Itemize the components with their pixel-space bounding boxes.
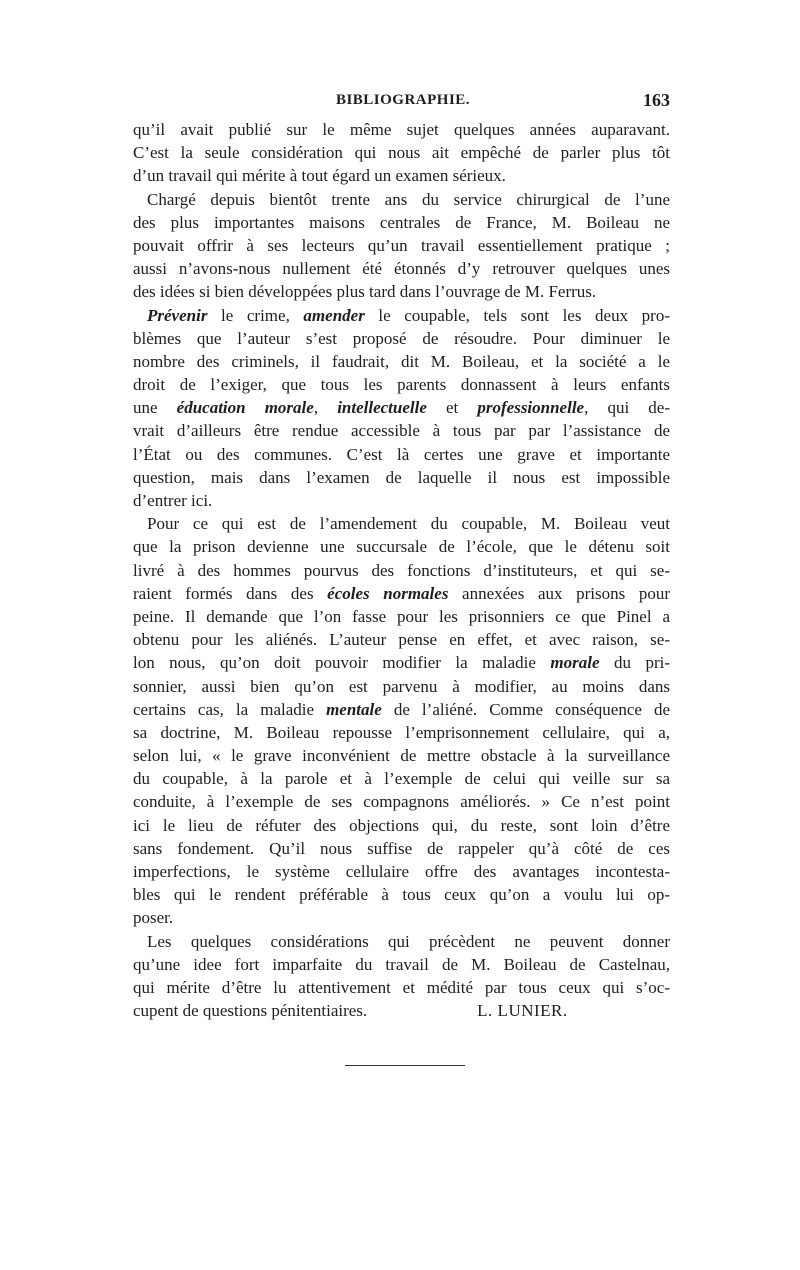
text-line xyxy=(133,327,670,350)
italic-emphasis: amender xyxy=(303,305,365,325)
text-line xyxy=(133,767,670,790)
text-run: peine. Il demande que l’on fasse pour les prisonniers ce que Pinel a xyxy=(133,606,670,626)
text-run: obtenu pour les aliénés. L’auteur pense en effet, et avec raison, se- xyxy=(133,630,670,650)
text-line xyxy=(133,721,670,744)
text-line xyxy=(133,211,670,234)
text-run: certains cas, la maladie xyxy=(133,699,327,719)
text-run: d’entrer ici. xyxy=(133,491,213,510)
section-divider xyxy=(345,1065,465,1066)
text-run: poser. xyxy=(133,908,174,928)
text-line xyxy=(133,582,670,605)
text-line xyxy=(133,744,670,767)
text-run: imperfections, le système cellulaire offre des avantages incontesta- xyxy=(133,862,670,881)
text-line xyxy=(133,466,670,489)
text-line xyxy=(133,814,670,837)
italic-emphasis: professionnelle xyxy=(477,398,585,418)
text-line xyxy=(133,234,670,257)
italic-emphasis: écoles normales xyxy=(327,583,449,603)
text-run: C’est la seule considération qui nous ait empêché de parler plus tôt xyxy=(133,143,670,163)
text-line xyxy=(133,698,670,721)
text-run: blèmes que l’auteur s’est proposé de résoudre. Pour diminuer le xyxy=(133,328,670,348)
text-run: sonnier, aussi bien qu’on est parvenu à modifier, au moins dans xyxy=(133,676,670,696)
text-run: une xyxy=(133,398,177,418)
text-line xyxy=(133,883,670,906)
text-run: sa doctrine, M. Boileau repousse l’emprisonnement cellulaire, qui a, xyxy=(133,722,670,742)
author-signature: L. LUNIER. xyxy=(477,1001,568,1021)
text-run: selon lui, « le grave inconvénient de mettre obstacle à la surveillance xyxy=(133,746,670,766)
text-run: du pri- xyxy=(599,653,670,673)
italic-emphasis: intellectuelle xyxy=(337,398,427,418)
text-run: conduite, à l’exemple de ses compagnons améliorés. » Ce n’est point xyxy=(133,792,670,812)
text-run: ici le lieu de réfuter des objections qui, du reste, sont loin d’être xyxy=(133,815,670,835)
text-line xyxy=(133,930,670,953)
text-line xyxy=(133,512,670,535)
italic-emphasis: mentale xyxy=(326,699,382,719)
text-line xyxy=(133,280,670,303)
text-run: nombre des criminels, il faudrait, dit M. Boileau, et la société a le xyxy=(133,351,670,371)
text-run: sans fondement. Qu’il nous suffise de rappeler qu’à côté de ces xyxy=(133,838,670,858)
text-run: lon nous, qu’on doit pouvoir modifier la maladie xyxy=(133,653,551,673)
text-run: livré à des hommes pourvus des fonctions d’instituteurs, et qui se- xyxy=(133,560,670,580)
text-line xyxy=(133,350,670,373)
text-line xyxy=(133,651,670,674)
text-line xyxy=(133,999,670,1022)
text-run: annexées aux prisons pour xyxy=(448,583,670,603)
text-run: d’un travail qui mérite à tout égard un examen sérieux. xyxy=(133,166,506,186)
text-line xyxy=(133,257,670,280)
text-line xyxy=(133,304,670,327)
text-run: Pour ce qui est de l’amendement du coupable, M. Boileau veut xyxy=(147,514,670,534)
text-run: droit de l’exiger, que tous les parents donnassent à leurs enfants xyxy=(133,375,670,395)
text-run: le coupable, tels sont les deux pro- xyxy=(364,305,671,325)
text-run: , qui de- xyxy=(584,398,670,418)
text-line xyxy=(133,188,670,211)
text-run: aussi n’avons-nous nullement été étonnés d’y retrouver quelques unes xyxy=(133,259,670,279)
page-header xyxy=(136,92,670,116)
text-line xyxy=(133,953,670,976)
text-run: des plus importantes maisons centrales de France, M. Boileau ne xyxy=(133,212,670,232)
text-run: raient formés dans des xyxy=(133,583,328,603)
text-run: vrait d’ailleurs être rendue accessible à tous par par l’assistance de xyxy=(133,421,670,441)
text-line xyxy=(133,628,670,651)
italic-emphasis: éducation morale xyxy=(176,398,314,418)
text-run: pouvait offrir à ses lecteurs qu’un travail essentiellement pratique ; xyxy=(133,235,670,255)
text-line xyxy=(133,837,670,860)
text-line xyxy=(133,535,670,558)
page-number: 163 xyxy=(643,90,670,110)
text-run: le crime, xyxy=(207,305,304,325)
text-run: que la prison devienne une succursale de l’école, que le détenu soit xyxy=(133,537,670,557)
text-run: cupent de questions pénitentiaires. xyxy=(133,1001,368,1021)
text-run: bles qui le rendent préférable à tous ceux qu’on a voulu lui op- xyxy=(133,885,670,905)
running-head: BIBLIOGRAPHIE. xyxy=(335,92,471,108)
text-line xyxy=(133,605,670,628)
text-line xyxy=(133,675,670,698)
text-run: , xyxy=(313,398,338,418)
text-run: de l’aliéné. Comme conséquence de xyxy=(381,699,671,719)
italic-emphasis: morale xyxy=(550,653,600,673)
text-run: et xyxy=(426,398,478,418)
text-line xyxy=(133,419,670,442)
text-run: qu’une idee fort imparfaite du travail de M. Boileau de Castelnau, xyxy=(133,954,670,974)
text-run: qu’il avait publié sur le même sujet quelques années auparavant. xyxy=(133,120,670,139)
text-line xyxy=(133,443,670,466)
text-run: Les quelques considérations qui précèdent ne peuvent donner xyxy=(147,931,670,951)
text-line xyxy=(133,976,670,999)
text-line xyxy=(133,860,670,883)
body-text xyxy=(133,118,670,1022)
text-run: du coupable, à la parole et à l’exemple de celui qui veille sur sa xyxy=(133,769,670,789)
text-line xyxy=(133,373,670,396)
text-line xyxy=(133,559,670,582)
text-run: Chargé depuis bientôt trente ans du service chirurgical de l’une xyxy=(147,189,670,209)
text-line xyxy=(133,118,670,141)
text-run: l’État ou des communes. C’est là certes une grave et importante xyxy=(133,444,670,464)
text-line xyxy=(133,790,670,813)
text-line xyxy=(133,141,670,164)
italic-emphasis: Prévenir xyxy=(147,305,208,325)
text-line xyxy=(133,489,670,512)
text-run: question, mais dans l’examen de laquelle il nous est impossible xyxy=(133,467,670,487)
text-run: qui mérite d’être lu attentivement et médité par tous ceux qui s’oc- xyxy=(133,977,670,997)
text-line xyxy=(133,906,670,929)
text-run: des idées si bien développées plus tard dans l’ouvrage de M. Ferrus. xyxy=(133,282,597,302)
text-line xyxy=(133,396,670,419)
text-line xyxy=(133,164,670,187)
